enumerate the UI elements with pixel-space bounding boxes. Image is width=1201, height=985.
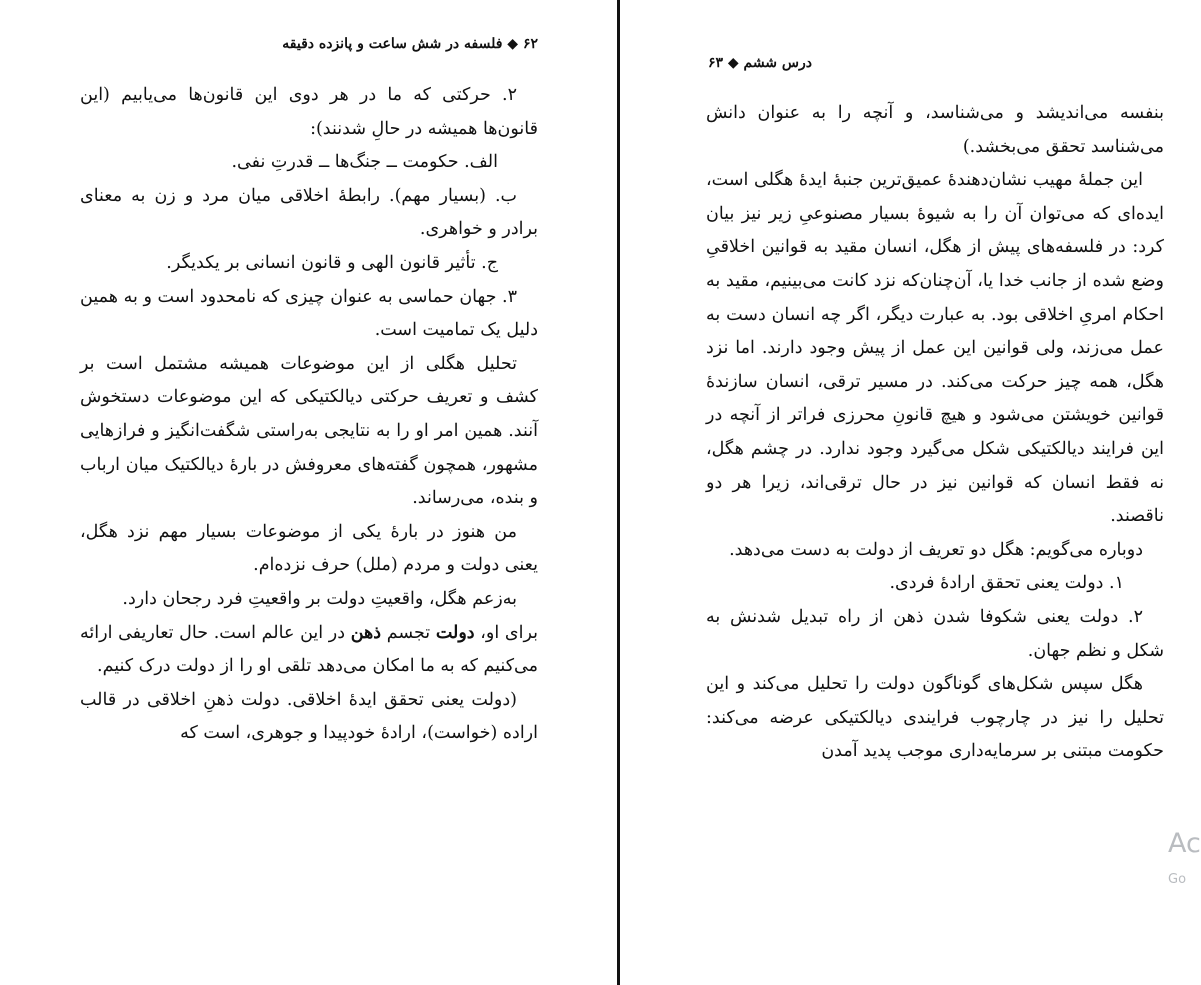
overlay-text-line: Go [1168, 872, 1187, 887]
bold-term: ذهن [350, 622, 382, 643]
paragraph [80, 617, 538, 684]
text-run: تجسم [381, 622, 436, 643]
paragraph: بنفسه می‌اندیشد و می‌شناسد، و آنچه را به عنوان دانش می‌شناسد تحقق می‌بخشد.) [706, 103, 1164, 157]
text-run: برای او، [474, 622, 538, 643]
paragraph: ۱. دولت یعنی تحقق ارادهٔ فردی. [889, 573, 1124, 594]
paragraph: ۲. دولت یعنی شکوفا شدن ذهن از راه تبدیل شدنش به شکل و نظم جهان. [706, 606, 1164, 661]
paragraph: الف. حکومت ــ جنگ‌ها ــ قدرتِ نفی. [231, 152, 498, 173]
left-page-body [80, 79, 538, 751]
text-run: در این عالم است. حال تعاریفی ارائه می‌کنیم که به ما امکان می‌دهد تلقی او را از دولت درک کنیم. [80, 622, 538, 677]
paragraph: این جملهٔ مهیب نشان‌دهندهٔ عمیق‌ترین جنبهٔ ایدهٔ هگلی است، ایده‌ای که می‌توان آن را به شیوهٔ بسیار مصنوعیِ زیر نیز بیان کرد: در فلسفه‌های پیش از هگل، انسان مقید به قوانین اخلاقیِ وضع شده از جانب خدا یا، آن‌چنان‌که نزد کانت می‌بینیم، مقید به احکام امریِ اخلاقی بود. به عبارت دیگر، اگر چه انسان دست به عمل می‌زند، ولی قوانین این عمل از پیش وجود دارند. اما نزد هگل، همه چیز حرکت می‌کند. در مسیر ترقی، انسان سازندهٔ قوانین خویشتن می‌شود و هیچ قانونِ محرزی فراتر از آنچه در این فرایند دیالکتیکی شکل می‌گیرد وجود ندارد. در چشم هگل، نه فقط انسان که قوانین نیز در حال ترقی‌اند، زیرا هر دو ناقصند. [706, 170, 1164, 527]
paragraph: ب. (بسیار مهم). رابطهٔ اخلاقی میان مرد و زن به معنای برادر و خواهری. [80, 185, 538, 240]
paragraph: ج. تأثیر قانون الهی و قانون انسانی بر یکدیگر. [166, 252, 498, 273]
right-page-header: درس ششم ◆ ۶۳ [707, 55, 812, 71]
paragraph: من هنوز در بارهٔ یکی از موضوعات بسیار مهم نزد هگل، یعنی دولت و مردم (ملل) حرف نزده‌ام. [80, 521, 538, 576]
paragraph: به‌زعم هگل، واقعیتِ دولت بر واقعیتِ فرد رجحان دارد. [122, 588, 517, 609]
bold-term: دولت [435, 622, 475, 643]
paragraph: ۳. جهان حماسی به عنوان چیزی که نامحدود است و به همین دلیل یک تمامیت است. [80, 286, 538, 341]
left-page-header: ۶۲ ◆ فلسفه در شش ساعت و پانزده دقیقه [282, 36, 538, 52]
right-page-body [706, 97, 1164, 769]
paragraph: ۲. حرکتی که ما در هر دوی این قانون‌ها می‌یابیم (این قانون‌ها همیشه در حالِ شدنند): [80, 85, 538, 139]
overlay-text-line: Ac [1168, 828, 1201, 859]
paragraph: (دولت یعنی تحقق ایدهٔ اخلاقی. دولت ذهنِ اخلاقی در قالب اراده (خواست)، ارادهٔ خودپیدا و جوهری، است که [80, 689, 538, 744]
paragraph: تحلیل هگلی از این موضوعات همیشه مشتمل است بر کشف و تعریف حرکتی دیالکتیکی که این موضوعات دستخوش آنند. همین امر او را به نتایجی به‌راستی شگفت‌انگیز و فرازهایی مشهور، همچون گفته‌های معروفش در بارهٔ دیالکتیک میان ارباب و بنده، می‌رساند. [80, 353, 538, 509]
paragraph: هگل سپس شکل‌های گوناگون دولت را تحلیل می‌کند و این تحلیل را نیز در چارچوب فرایندی دیالکتیکی عرضه می‌کند: حکومت مبتنی بر سرمایه‌داری موجب پدید آمدن [706, 674, 1164, 762]
page-gutter-divider [617, 0, 620, 985]
paragraph: دوباره می‌گویم: هگل دو تعریف از دولت به دست می‌دهد. [729, 539, 1143, 560]
